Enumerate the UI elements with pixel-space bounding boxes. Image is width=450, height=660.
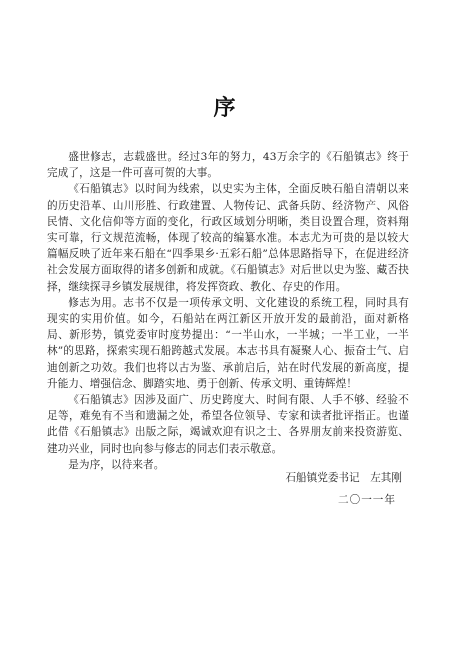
signature-block xyxy=(285,470,402,508)
signature-date: 二〇一一年 xyxy=(338,494,396,506)
paragraph: 盛世修志，志载盛世。经过3年的努力，43万余字的《石船镇志》终于完成了，这是一件可喜可贺的大事。 xyxy=(47,151,409,180)
paragraph: 修志为用。志书不仅是一项传承文明、文化建设的系统工程，同时具有现实的实用价值。如今，石船站在两江新区开放开发的最前沿，面对新格局、新形势，镇党委审时度势提出：“一半山水，一半城；一半工业，一半林”的思路，探索实现石船跨越式发展。本志书具有凝聚人心、振奋士气、启迪创新之功效。我们也将以古为鉴、承前启后，站在时代发展的新高度，提升能力、增强信念、脚踏实地、勇于创新、传承文明、重铸辉煌！ xyxy=(47,296,409,390)
preface-body xyxy=(47,149,409,473)
preface-title: 序 xyxy=(213,96,237,121)
paragraph: 《石船镇志》以时间为线索，以史实为主体，全面反映石船自清朝以来的历史沿革、山川形胜、行政建置、人物传记、武备兵防、经济物产、风俗民情、文化信仰等方面的变化，行政区域划分明晰，类目设置合理，资料翔实可靠，行文规范流畅，体现了较高的编纂水准。本志尤为可贵的是以较大篇幅反映了近年来石船在“四季果乡·五彩石船”总体思路指导下，在促进经济社会发展方面取得的诸多创新和成就。《石船镇志》对后世以史为鉴、藏否抉择，继续探寻乡镇发展规律，将发挥资政、教化、存史的作用。 xyxy=(47,183,409,293)
paragraph: 是为序，以待来者。 xyxy=(68,458,165,471)
signature-author: 石船镇党委书记 左其刚 xyxy=(285,472,402,484)
paragraph: 《石船镇志》因涉及面广、历史跨度大、时间有限、人手不够、经验不足等，难免有不当和遗漏之处，希望各位领导、专家和读者批评指正。也谨此借《石船镇志》出版之际，竭诚欢迎有识之士、各界朋友前来投资游览、建功兴业，同时也向参与修志的同志们表示敬意。 xyxy=(47,394,409,455)
